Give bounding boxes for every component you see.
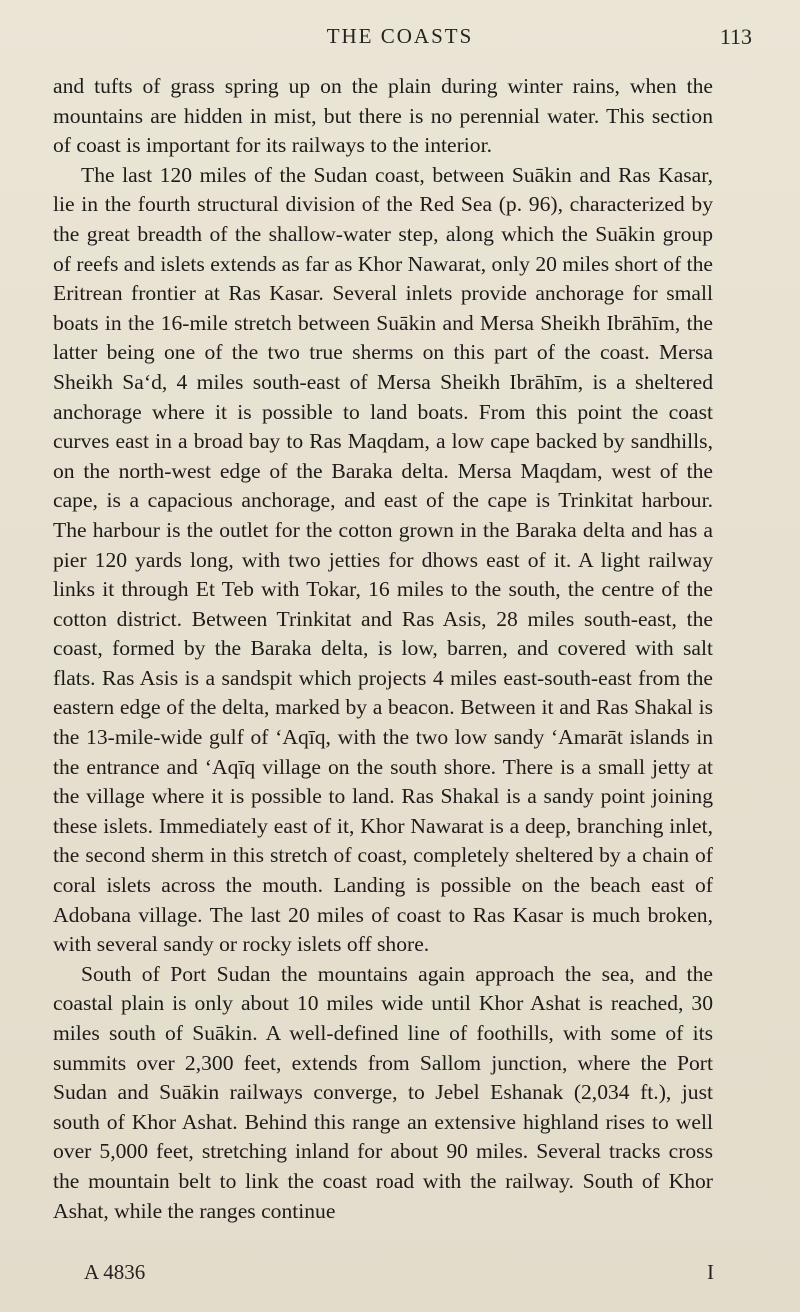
running-title: THE COASTS: [326, 24, 474, 48]
paragraph: The last 120 miles of the Sudan coast, between Suākin and Ras Kasar, lie in the fourth structural division of the Red Sea (p. 96), characterized by the great breadth of the shallow-water step, along which the Suākin group of reefs and islets extends as far as Khor Nawarat, only 20 miles short of the Eritrean frontier at Ras Kasar. Several inlets provide anchorage for small boats in the 16-mile stretch between Suākin and Mersa Sheikh Ibrāhīm, the latter being one of the two true sherms on this part of the coast. Mersa Sheikh Sa‘d, 4 miles south-east of Mersa Sheikh Ibrāhīm, is a sheltered anchorage where it is possible to land boats. From this point the coast curves east in a broad bay to Ras Maqdam, a low cape backed by sandhills, on the north-west edge of the Baraka delta. Mersa Maqdam, west of the cape, is a capacious anchorage, and east of the cape is Trinkitat harbour. The harbour is the outlet for the cotton grown in the Baraka delta and has a pier 120 yards long, with two jetties for dhows east of it. A light railway links it through Et Teb with Tokar, 16 miles to the south, the centre of the cotton district. Between Trinkitat and Ras Asis, 28 miles south-east, the coast, formed by the Baraka delta, is low, barren, and covered with salt flats. Ras Asis is a sandspit which projects 4 miles east-south-east from the eastern edge of the delta, marked by a beacon. Between it and Ras Shakal is the 13-mile-wide gulf of ‘Aqīq, with the two low sandy ‘Amarāt islands in the entrance and ‘Aqīq village on the south shore. There is a small jetty at the village where it is possible to land. Ras Shakal is a sandy point joining these islets. Immediately east of it, Khor Nawarat is a deep, branching inlet, the second sherm in this stretch of coast, completely sheltered by a chain of coral islets across the mouth. Landing is possible on the beach east of Adobana village. The last 20 miles of coast to Ras Kasar is much broken, with several sandy or rocky islets off shore.: [53, 162, 713, 957]
page-number: 113: [719, 24, 752, 49]
paragraph: and tufts of grass spring up on the plain during winter rains, when the mountains are hidden in mist, but there is no perennial water. This section of coast is important for its railways to the interior.: [53, 74, 713, 158]
printer-signature-mark: A 4836: [84, 1260, 146, 1284]
body-text: [53, 72, 713, 1226]
page-header: [0, 24, 800, 60]
paragraph: South of Port Sudan the mountains again approach the sea, and the coastal plain is only about 10 miles wide until Khor Ashat is reached, 30 miles south of Suākin. A well-defined line of foothills, with some of its summits over 2,300 feet, extends from Sallom junction, where the Port Sudan and Suākin railways converge, to Jebel Eshanak (2,034 ft.), just south of Khor Ashat. Behind this range an extensive highland rises to well over 5,000 feet, stretching inland for about 90 miles. Several tracks cross the mountain belt to link the coast road with the railway. South of Khor Ashat, while the ranges continue: [53, 961, 713, 1223]
page-footer: [0, 1260, 800, 1292]
gathering-letter: I: [707, 1260, 714, 1284]
